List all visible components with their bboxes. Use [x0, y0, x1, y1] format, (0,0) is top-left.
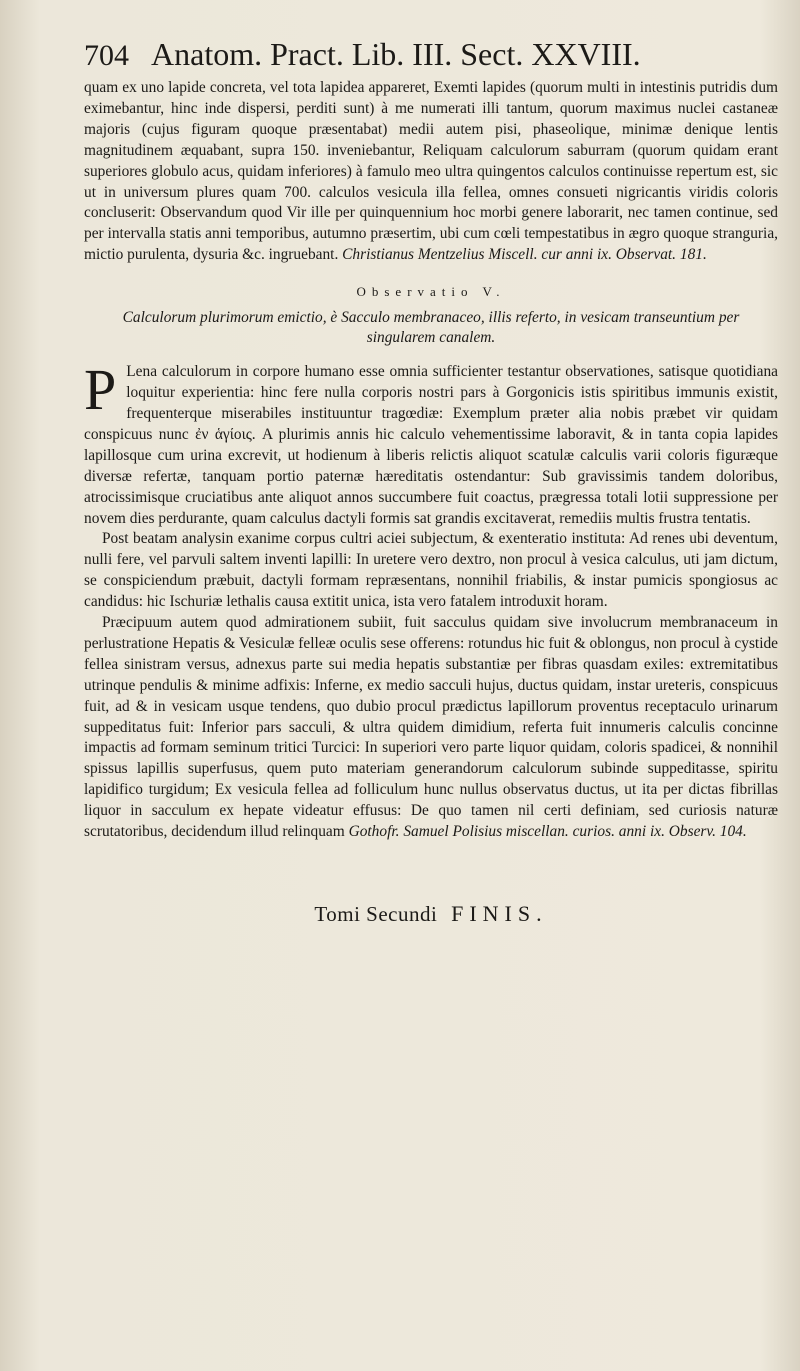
observation-subtitle: Calculorum plurimorum emictio, è Sacculo membranaceo, illis referto, in vesicam transeuntium per singularem canalem. [122, 309, 740, 347]
citation: Gothofr. Samuel Polisius miscellan. curios. anni ix. Observ. 104. [348, 823, 747, 841]
paragraph-third [84, 613, 778, 843]
finis-word: FINIS. [451, 901, 548, 926]
finis-prefix: Tomi Secundi [314, 902, 438, 926]
paragraph-text: Post beatam analysin exanime corpus cultri aciei subjectum, & exenteratio instituta: Ad renes ubi deventum, nulli fere, vel parvuli saltem inventi lapilli: In uretere vero dextro, non procul à vesica calculus, uti jam dictum, se conspiciendum præbuit, dactyli formam repræsentans, nonnihil friabilis, & instar pumicis spongiosus ac candidus: hic Ischuriæ lethalis causa extitit unica, ista vero fatalem introduxit horam. [84, 530, 778, 611]
page-header-title: Anatom. Pract. Lib. III. Sect. XXVIII. [151, 36, 641, 72]
volume-end [84, 901, 778, 927]
page-number: 704 [84, 39, 129, 72]
paragraph-text: Lena calculorum in corpore humano esse omnia sufficienter testantur observationes, satisque quotidiana loquitur experientia: hinc fere nulla corporis nostri pars à Gorgonicis istis spiritibus immunis existit, frequenterque miserabiles instituuntur tragœdiæ: Exemplum præter alia nobis præbet vir quidam conspicuus nunc ἐν ἁγίοις. A plurimis annis hic calculo vehementissime laboravit, & in tanta copia lapides lapillosque cum urina excrevit, ut hodienum à liberis relictis aliquot scatulæ calculis varii coloris figuræque diversæ refertæ, tanquam portio paternæ hæreditatis ostendantur: Sub gravissimis tandem doloribus, atrocissimisque cruciatibus ante aliquot annos succumbere fuit coactus, prægressa totali lotii suppressione per novem dies perdurante, quam calculus dactyli formis sat grandis excitaverat, remediis multis frustra tentatis. [84, 363, 778, 527]
paragraph-first [84, 357, 778, 529]
paragraph-text: Præcipuum autem quod admirationem subiit, fuit sacculus quidam sive involucrum membranaceum in perlustratione Hepatis & Vesiculæ felleæ oculis sese offerens: rotundus hic fuit & oblongus, non procul à cystide fellea sinistram versus, adnexus parte sui media hepatis substantiæ per fibras quasdam exiles: extremitatibus utrinque pendulis & minime adfixis: Inferne, ex medio sacculi hujus, ductus quidam, instar ureteris, conspicuus fuit, ad & in vesicam usque tendens, quo dubio procul prædictus lapillorum proventus receptaculo urinarum suppeditatus fuit: Inferior pars sacculi, & ultra quidem dimidium, referta fuit innumeris calculis concinne impactis ad formam seminum tritici Turcici: In superiori vero parte liquor quidam, coloris spadicei, & nonnihil spissus lapillis superfusus, quem puto materiam generandorum calculorum subinde suppeditasse, spiritu lapidifico turgidum; Ex vesicula fellea ad folliculum hunc nullus observatus ductus, ut ita per dictas fibrillas liquor in sacculum ex hepate videatur effusus: De quo tamen nil certi definiam, sed curiosis naturæ scrutatoribus, decidendum illud relinquam [84, 614, 779, 841]
paragraph-continued [84, 78, 778, 266]
paragraph-second [84, 529, 778, 613]
drop-cap: P [84, 357, 117, 423]
paragraph-text: quam ex uno lapide concreta, vel tota lapidea appareret, Exemti lapides (quorum multi in intestinis putridis dum eximebantur, hinc inde dispersi, perditi sunt) à me numerati illi tantum, quorum maximus nuclei castaneæ majoris (cujus figuram quoque præsentabat) medii autem pisi, phaseolique, minimæ denique lentis magnitudinem æquabant, supra 150. inveniebantur, Reliquam calculorum saburram (quorum quidam erant superiores globulo acus, quidam inferiores) à famulo meo ultra quingentos calculos continuisse repertum est, sic ut in universum plures quam 700. calculos vesicula illa fellea, omnes consueti nigricantis viridis coloris concluserit: Observandum quod Vir ille per quinquennium hoc morbi genere laborarit, nec tamen continue, sed per intervalla statis anni temporibus, autumno præsertim, ubi cum cœli tempestatibus in ægro quoque stranguria, mictio purulenta, dysuria &c. ingruebant. [84, 79, 778, 264]
observation-heading: Observatio V. [356, 284, 506, 300]
running-head [84, 36, 778, 74]
citation: Christianus Mentzelius Miscell. cur anni ix. Observat. 181. [342, 246, 707, 264]
